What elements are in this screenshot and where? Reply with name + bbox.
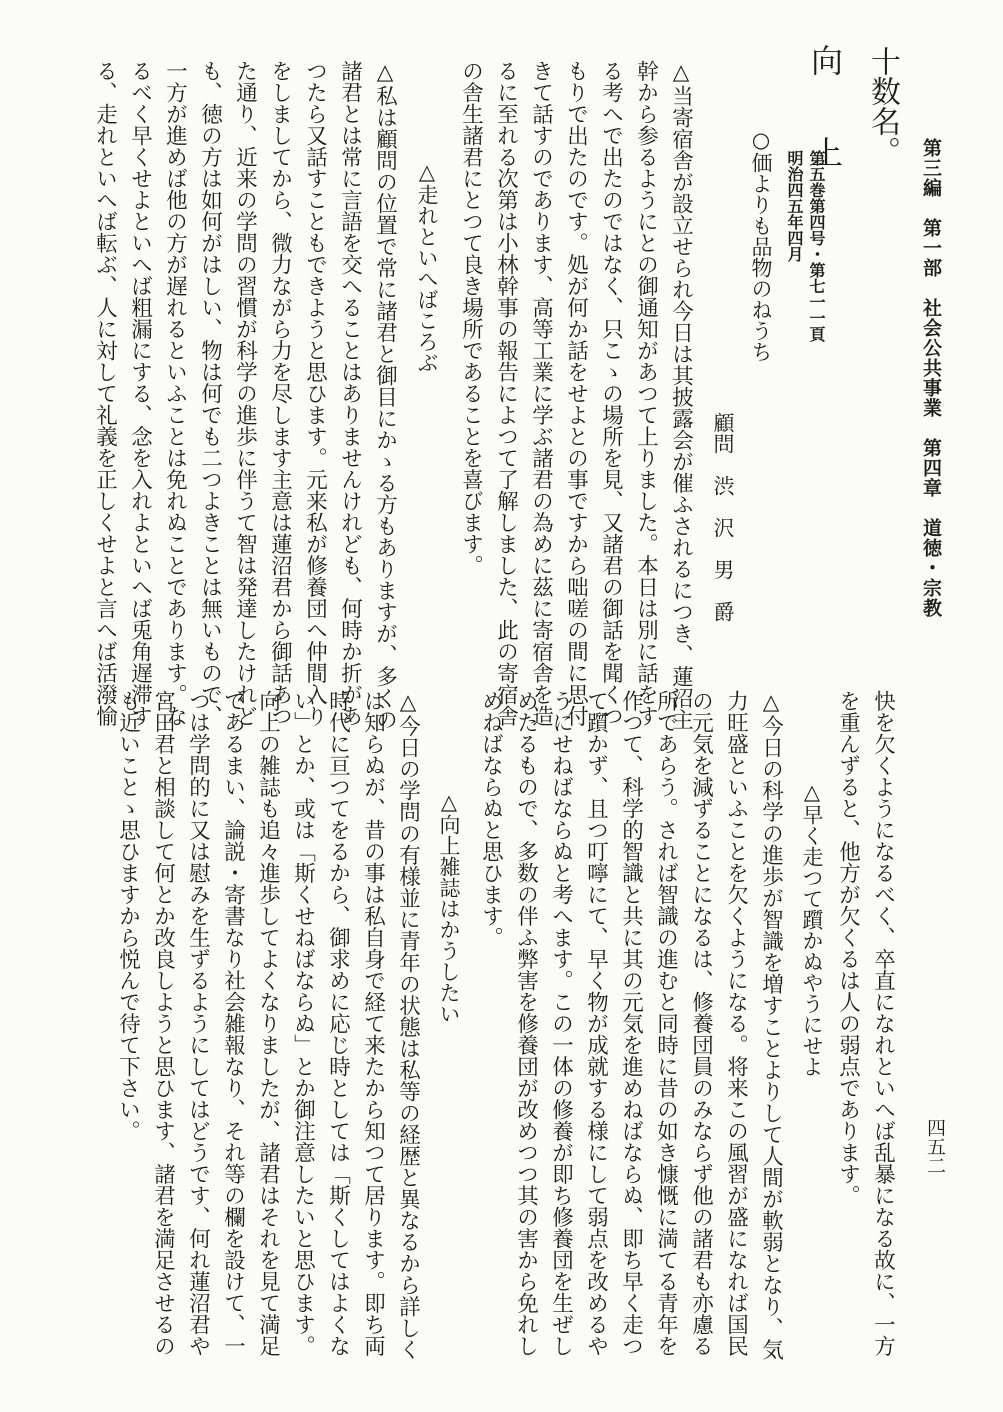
upper-column-17: る、走れといへば転ぶ、人に対して礼義を正しくせよと言へば活潑愉 xyxy=(92,60,118,727)
lower-column-19: であるまい、論説・寄書なり社会雑報なり、それ等の欄を設けて、一 xyxy=(220,690,246,1357)
upper-column-3: る考へで出たのではなく、只こゝの場所を見、又諸君の御話を聞くつ xyxy=(598,60,624,727)
upper-column-11: つたら又話すこともできようと思ひます。元来私が修養団へ仲間入り xyxy=(302,60,328,727)
article-author: 顧問 渋 沢 男 爵 xyxy=(711,412,735,622)
lower-column-16: 時代に亘つてをるから、御求めに応じ時としては「斯くしてはよくな xyxy=(325,690,351,1357)
upper-column-16: るべく早くせよといへば粗漏にする、念を入れよといへば兎角遅滞す xyxy=(127,60,153,727)
article-subtitle: ○価よりも品物のねうち xyxy=(749,128,773,362)
lower-column-17: い」とか、或は「斯くせねばならぬ」とか御注意したいと思ひます。 xyxy=(290,690,316,1357)
lower-column-8: 作つて、科学的智識と共に其の元気を進めねばならぬ、即ち早く走つ xyxy=(618,690,644,1357)
upper-column-14: も、徳の方は如何がはしい、物は何でも二つよきことは無いもので、 xyxy=(197,60,223,727)
source-line-1: 第五巻第四号・第七一一頁 xyxy=(807,150,826,342)
upper-column-4: もりで出たのです。処が何か話をせよとの事ですから咄嗟の間に思付 xyxy=(563,60,589,727)
lower-column-12: めねばならぬと思ひます。 xyxy=(478,690,504,948)
upper-column-15: 一方が進めば他の方が遅れるといふことは免れぬことであります。な xyxy=(162,60,188,727)
page-number: 四五二 xyxy=(924,1118,946,1175)
lower-column-5: 力旺盛といふことを欠くようになる。将来この風習が盛になれば国民 xyxy=(723,690,749,1357)
lower-column-20: つは学問的に又は慰みを生ずるようにしてはどうです、何れ蓮沼君や xyxy=(185,690,211,1357)
upper-column-5: きて話すのであります、高等工業に学ぶ諸君の為めに茲に寄宿舎を造 xyxy=(528,60,554,727)
upper-column-10: 諸君とは常に言語を交へることはありませんけれども、何時か折があ xyxy=(337,60,363,727)
article-title: 向 上 xyxy=(806,44,844,182)
lower-column-1: 快を欠くようになるべく、卒直になれといへば乱暴になる故に、一方 xyxy=(870,690,896,1357)
upper-column-6: るに至れる次第は小林幹事の報告によつて了解しました、此の寄宿舎 xyxy=(493,60,519,727)
lower-column-7: 所であらう。されば智識の進むと同時に昔の如き慷慨に満てる青年を xyxy=(653,690,679,1357)
lower-column-22: も近いことゝ思ひますから悦んで待て下さい。 xyxy=(115,690,141,1142)
lower-column-6: の元気を減ずることになるは、修養団員のみならず他の諸君も亦慮る xyxy=(688,690,714,1357)
source-line-2: 明治四五年四月 xyxy=(785,150,804,262)
upper-column-12: をしましてから、微力ながら力を尽します主意は蓮沼君から御話あつ xyxy=(267,60,293,727)
continuation-text: 十数名。 xyxy=(865,46,900,166)
upper-column-13: た通り、近来の学問の習慣が科学の進歩に伴うて智は発達したけれど xyxy=(232,60,258,727)
upper-column-7: の舎生諸君にとつて良き場所であることを喜びます。 xyxy=(458,60,484,576)
lower-column-4: △今日の科学の進歩が智識を増すことよりして人間が軟弱となり、気 xyxy=(758,690,784,1360)
upper-column-2: 幹から参るようにとの御通知があつて上りました。本日は別に話をす xyxy=(633,60,659,727)
upper-column-9: △私は顧問の位置で常に諸君と御目にかゝる方もありますが、多くの xyxy=(372,60,398,730)
lower-column-10: うにせねばならぬと考へます。この一体の修養が即ち修養団を生ぜし xyxy=(548,690,574,1357)
lower-column-9: て躓かず、且つ叮嚀にて、早く物が成就する様にして弱点を改めるや xyxy=(583,690,609,1357)
upper-column-1: △当寄宿舎が設立せられ今日は其披露会が催ふされるにつき、蓮沼主 xyxy=(668,60,694,730)
section-heading-3: △向上雑誌はかうしたい xyxy=(437,790,461,1024)
section-heading-1: △走れといへばころぶ xyxy=(415,160,439,373)
lower-column-2: を重んずると、他方が欠くるは人の弱点であります。 xyxy=(835,690,861,1206)
section-heading-2: △早く走つて躓かぬやうにせよ xyxy=(800,780,824,1077)
lower-column-14: △今日の学問の有様並に青年の状態は私等の経歴と異なるから詳しく xyxy=(395,690,421,1360)
running-header: 第三編 第一部 社会公共事業 第四章 道徳・宗教 xyxy=(920,138,942,618)
lower-column-21: 宮田君と相談して何とか改良しようと思ひます、諸君を満足させるの xyxy=(150,690,176,1357)
lower-column-11: めたるもので、多数の伴ふ弊害を修養団が改めつつ其の害から免れし xyxy=(513,690,539,1357)
lower-column-15: は知らぬが、昔の事は私自身で経て来たから知つて居ります。即ち両 xyxy=(360,690,386,1357)
lower-column-18: 向上の雑誌も追々進歩してよくなりましたが、諸君はそれを見て満足 xyxy=(255,690,281,1357)
